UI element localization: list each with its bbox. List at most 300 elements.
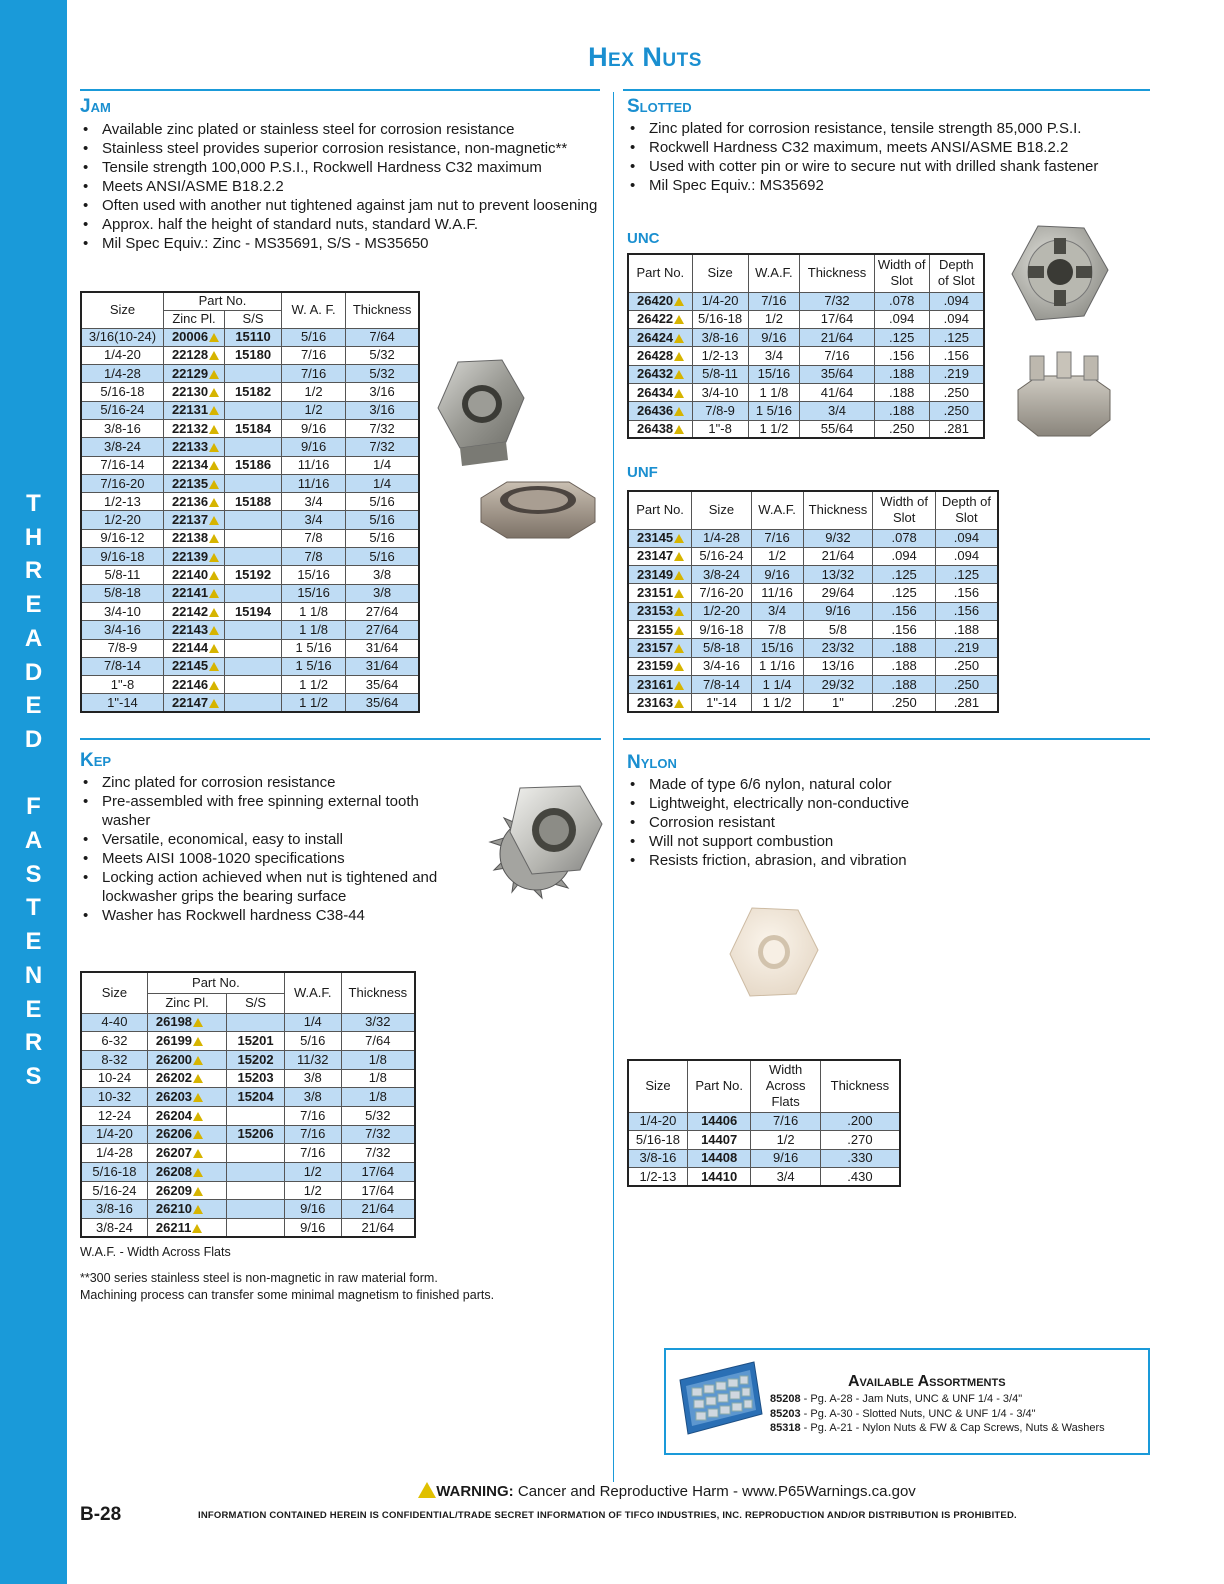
list-item: • Will not support combustion	[627, 832, 1127, 851]
table-cell: .188	[874, 365, 929, 383]
table-cell: 27/64	[346, 621, 419, 639]
table-cell: 5/16	[346, 511, 419, 529]
table-cell: 15184	[225, 419, 282, 437]
table-cell: 11/16	[282, 456, 346, 474]
table-cell: 7/16	[748, 292, 800, 310]
warning-icon	[674, 334, 684, 343]
table-cell: 1 1/2	[748, 420, 800, 438]
kep-feature-list	[80, 773, 470, 925]
warning-icon	[209, 681, 219, 690]
table-cell: 5/32	[346, 346, 419, 364]
assortments-title: Available Assortments	[848, 1373, 1006, 1390]
table-cell: .078	[874, 292, 929, 310]
assortment-case-photo	[674, 1358, 764, 1436]
table-cell: 8-32	[81, 1050, 147, 1069]
warning-icon	[209, 516, 219, 525]
table-cell: 3/4	[800, 402, 875, 420]
column-divider	[613, 92, 614, 1482]
sidebar-letter: F	[26, 793, 41, 821]
warning-icon	[674, 699, 684, 708]
table-cell: 3/4-10	[81, 602, 163, 620]
table-cell: 7/16	[751, 1112, 820, 1131]
table-cell	[225, 401, 282, 419]
table-cell: 1/2	[284, 1181, 341, 1200]
table-cell: 15188	[225, 493, 282, 511]
table-cell: 23/32	[803, 639, 873, 657]
sidebar-letter: E	[25, 995, 42, 1023]
table-cell: 23163	[628, 694, 692, 712]
table-cell: 22141	[163, 584, 224, 602]
table-row	[81, 1050, 415, 1069]
warning-icon	[674, 297, 684, 306]
prop65-warning	[0, 1482, 1224, 1500]
table-cell: 7/16-14	[81, 456, 163, 474]
table-cell: 22137	[163, 511, 224, 529]
table-row	[628, 402, 984, 420]
kep-table	[80, 971, 416, 1238]
column-header: S/S	[225, 310, 282, 328]
warning-icon	[209, 498, 219, 507]
warning-icon	[209, 589, 219, 598]
table-cell	[225, 694, 282, 712]
table-cell: 22134	[163, 456, 224, 474]
table-cell	[227, 1144, 285, 1163]
table-cell: 6-32	[81, 1032, 147, 1051]
table-cell: .270	[820, 1131, 900, 1150]
list-item: • Washer has Rockwell hardness C38-44	[80, 906, 470, 925]
warning-icon	[209, 333, 219, 342]
table-row	[81, 401, 419, 419]
table-cell: 7/16	[284, 1125, 341, 1144]
warning-icon	[674, 607, 684, 616]
table-cell: .188	[874, 402, 929, 420]
warning-icon	[193, 1112, 203, 1121]
table-cell: 3/4	[282, 511, 346, 529]
table-cell: 22145	[163, 657, 224, 675]
table-cell: .094	[873, 547, 936, 565]
column-header: Thickness	[803, 491, 873, 529]
list-item: • Zinc plated for corrosion resistance	[80, 773, 470, 792]
table-cell: 26424	[628, 329, 692, 347]
nylon-section-title: Nylon	[627, 752, 677, 773]
table-cell: 7/16	[282, 365, 346, 383]
list-item: • Resists friction, abrasion, and vibration	[627, 851, 1127, 870]
table-cell: 3/4-16	[692, 657, 752, 675]
table-cell: 4-40	[81, 1013, 147, 1032]
warning-icon	[674, 681, 684, 690]
table-cell: 3/8-24	[81, 438, 163, 456]
column-header: Zinc Pl.	[147, 993, 226, 1013]
table-cell: 23155	[628, 620, 692, 638]
table-cell: 26434	[628, 383, 692, 401]
column-header: S/S	[227, 993, 285, 1013]
kep-nut-photo	[476, 780, 604, 916]
table-cell: 5/32	[341, 1106, 415, 1125]
table-row	[81, 584, 419, 602]
table-cell: 22136	[163, 493, 224, 511]
warning-icon	[209, 370, 219, 379]
table-cell: 26198	[147, 1013, 226, 1032]
table-cell: 1 5/16	[748, 402, 800, 420]
table-row	[81, 1125, 415, 1144]
table-cell: 22138	[163, 529, 224, 547]
table-row	[81, 1088, 415, 1107]
warning-icon	[209, 644, 219, 653]
table-row	[81, 1032, 415, 1051]
table-cell: .250	[874, 420, 929, 438]
warning-icon	[209, 388, 219, 397]
table-cell: .219	[929, 365, 984, 383]
table-cell: 15203	[227, 1069, 285, 1088]
table-row	[628, 1168, 900, 1187]
table-row	[81, 438, 419, 456]
table-cell: 23161	[628, 675, 692, 693]
table-cell: 1 5/16	[282, 639, 346, 657]
table-cell: 7/64	[341, 1032, 415, 1051]
warning-icon	[193, 1205, 203, 1214]
column-header: Width of Slot	[873, 491, 936, 529]
table-cell: 15194	[225, 602, 282, 620]
list-item: • Lightweight, electrically non-conductive	[627, 794, 1127, 813]
table-cell: 1/2	[751, 547, 803, 565]
table-cell: 7/8	[282, 548, 346, 566]
table-cell: 1/2	[282, 383, 346, 401]
table-row	[628, 547, 998, 565]
table-cell: 5/16-24	[692, 547, 752, 565]
column-header: Size	[692, 254, 748, 292]
table-cell: .125	[874, 329, 929, 347]
table-cell: 1/2	[284, 1163, 341, 1182]
column-header: Thickness	[820, 1060, 900, 1112]
table-row	[81, 694, 419, 712]
warning-icon	[193, 1168, 203, 1177]
table-cell	[227, 1219, 285, 1238]
table-cell: 22144	[163, 639, 224, 657]
table-cell: 3/8	[346, 584, 419, 602]
table-cell: 7/32	[346, 419, 419, 437]
slotted-feature-list	[627, 119, 1147, 195]
table-cell: 22147	[163, 694, 224, 712]
table-cell: 3/4-10	[692, 383, 748, 401]
table-cell: 11/16	[751, 584, 803, 602]
table-cell	[225, 474, 282, 492]
table-row	[81, 548, 419, 566]
table-cell: 26210	[147, 1200, 226, 1219]
table-cell: .250	[935, 657, 998, 675]
table-cell: 21/64	[341, 1219, 415, 1238]
list-item: • Meets AISI 1008-1020 specifications	[80, 849, 470, 868]
table-cell: .250	[929, 402, 984, 420]
table-cell	[227, 1181, 285, 1200]
table-cell: 9/16	[282, 419, 346, 437]
column-header: Thickness	[346, 292, 419, 328]
list-item: • Stainless steel provides superior corrosion resistance, non-magnetic**	[80, 139, 600, 158]
jam-table	[80, 291, 420, 713]
list-item: • Tensile strength 100,000 P.S.I., Rockwell Hardness C32 maximum	[80, 158, 600, 177]
warning-icon	[193, 1093, 203, 1102]
jam-section-title: Jam	[80, 96, 111, 117]
table-cell: 15202	[227, 1050, 285, 1069]
table-cell: 5/16	[346, 548, 419, 566]
table-row	[628, 639, 998, 657]
divider	[80, 89, 600, 91]
divider	[623, 89, 1150, 91]
table-cell: 1/4-28	[81, 1144, 147, 1163]
assortment-item: 85318 - Pg. A-21 - Nylon Nuts & FW & Cap Screws, Nuts & Washers	[770, 1422, 1105, 1434]
table-row	[628, 1112, 900, 1131]
table-cell: 7/8	[282, 529, 346, 547]
warning-icon	[674, 571, 684, 580]
table-cell: 9/16	[751, 566, 803, 584]
table-cell: 5/16-24	[81, 1181, 147, 1200]
table-cell: 26211	[147, 1219, 226, 1238]
table-row	[628, 347, 984, 365]
footer-confidential: INFORMATION CONTAINED HEREIN IS CONFIDENTIAL/TRADE SECRET INFORMATION OF TIFCO INDUSTRIES, INC. REPRODUCTION AND/OR DISTRIBUTION IS PROHIBITED.	[198, 1510, 1017, 1521]
table-cell: .281	[929, 420, 984, 438]
table-cell: 9/16-18	[692, 620, 752, 638]
table-cell: 26199	[147, 1032, 226, 1051]
table-cell	[225, 548, 282, 566]
table-row	[81, 1200, 415, 1219]
warning-icon	[193, 1056, 203, 1065]
table-cell: .125	[935, 566, 998, 584]
slotted-section-title: Slotted	[627, 96, 692, 117]
table-cell: .125	[929, 329, 984, 347]
table-cell: 26438	[628, 420, 692, 438]
warning-icon	[209, 461, 219, 470]
column-header: Thickness	[800, 254, 875, 292]
column-header: Part No.	[147, 972, 284, 993]
table-cell: 5/16	[346, 493, 419, 511]
table-cell: 1"-14	[81, 694, 163, 712]
sidebar-letter: E	[25, 928, 42, 956]
column-header: Part No.	[163, 292, 281, 310]
table-cell: 13/16	[803, 657, 873, 675]
table-row	[628, 420, 984, 438]
table-row	[81, 346, 419, 364]
list-item: • Mil Spec Equiv.: MS35692	[627, 176, 1147, 195]
table-cell: 7/8-9	[81, 639, 163, 657]
nylon-table	[627, 1059, 901, 1187]
page-title: Hex Nuts	[588, 42, 702, 72]
table-cell: .200	[820, 1112, 900, 1131]
nylon-nut-photo	[728, 904, 820, 1000]
table-cell: 5/16-18	[81, 383, 163, 401]
column-header: W.A.F.	[748, 254, 800, 292]
table-cell: .330	[820, 1149, 900, 1168]
table-cell: 9/16	[803, 602, 873, 620]
table-cell: .094	[929, 310, 984, 328]
list-item: • Approx. half the height of standard nuts, standard W.A.F.	[80, 215, 600, 234]
table-cell: .250	[929, 383, 984, 401]
warning-icon	[209, 425, 219, 434]
table-cell	[225, 511, 282, 529]
table-cell: 7/32	[341, 1144, 415, 1163]
table-cell: 23147	[628, 547, 692, 565]
table-cell: 7/8	[751, 620, 803, 638]
table-cell: 1/2	[751, 1131, 820, 1150]
assortment-item: 85203 - Pg. A-30 - Slotted Nuts, UNC & UNF 1/4 - 3/4"	[770, 1407, 1036, 1420]
column-header: Size	[628, 1060, 687, 1112]
sidebar-letter: A	[24, 624, 43, 652]
column-header: Depth of Slot	[929, 254, 984, 292]
sidebar-letter: D	[24, 725, 43, 753]
table-cell: 21/64	[800, 329, 875, 347]
column-header: Size	[81, 292, 163, 328]
table-cell: 9/16	[282, 438, 346, 456]
table-cell: 17/64	[800, 310, 875, 328]
table-row	[81, 639, 419, 657]
warning-icon	[209, 480, 219, 489]
table-cell: 3/4	[751, 1168, 820, 1187]
table-cell: 1/2-13	[692, 347, 748, 365]
slotted-unf-table	[627, 490, 999, 713]
table-cell: 26206	[147, 1125, 226, 1144]
table-cell: 55/64	[800, 420, 875, 438]
table-cell: 3/16	[346, 383, 419, 401]
table-cell: 3/16	[346, 401, 419, 419]
table-cell: 21/64	[341, 1200, 415, 1219]
table-cell: 35/64	[346, 676, 419, 694]
column-header: Thickness	[341, 972, 415, 1013]
column-header: Part No.	[628, 491, 692, 529]
table-cell: 26207	[147, 1144, 226, 1163]
table-row	[628, 1149, 900, 1168]
table-cell: 22140	[163, 566, 224, 584]
table-row	[81, 511, 419, 529]
warning-icon	[674, 425, 684, 434]
assortments-list	[770, 1392, 1105, 1436]
list-item: • Often used with another nut tightened against jam nut to prevent loosening	[80, 196, 600, 215]
table-cell	[225, 639, 282, 657]
table-cell: 1"-8	[692, 420, 748, 438]
table-cell	[227, 1163, 285, 1182]
table-cell: 7/16	[284, 1106, 341, 1125]
table-cell: 5/16-18	[81, 1163, 147, 1182]
warning-icon	[674, 370, 684, 379]
warning-icon	[674, 534, 684, 543]
table-cell: 23159	[628, 657, 692, 675]
table-cell: 15186	[225, 456, 282, 474]
table-cell: 3/4	[748, 347, 800, 365]
warning-icon	[209, 351, 219, 360]
warning-icon	[192, 1224, 202, 1233]
table-cell: 14406	[687, 1112, 750, 1131]
table-cell: 1/2	[282, 401, 346, 419]
table-cell: 29/64	[803, 584, 873, 602]
table-cell	[225, 438, 282, 456]
table-cell: 23151	[628, 584, 692, 602]
table-row	[81, 1181, 415, 1200]
slotted-nut-photo	[1014, 350, 1114, 440]
table-cell: 15/16	[751, 639, 803, 657]
table-cell: .250	[873, 694, 936, 712]
table-cell: 5/16-18	[628, 1131, 687, 1150]
table-cell: 3/8-24	[81, 1219, 147, 1238]
table-cell: .094	[929, 292, 984, 310]
warning-text: Cancer and Reproductive Harm - www.P65Warnings.ca.gov	[513, 1483, 916, 1500]
warning-icon	[674, 589, 684, 598]
column-header: W. A. F.	[282, 292, 346, 328]
table-cell: 3/8	[284, 1069, 341, 1088]
warning-icon	[674, 644, 684, 653]
warning-icon	[209, 699, 219, 708]
table-cell: .430	[820, 1168, 900, 1187]
warning-icon	[193, 1018, 203, 1027]
table-row	[81, 419, 419, 437]
table-cell: 1 1/8	[282, 621, 346, 639]
table-row	[628, 694, 998, 712]
table-cell: 1 5/16	[282, 657, 346, 675]
list-item: • Versatile, economical, easy to install	[80, 830, 470, 849]
table-cell: 1/4-20	[628, 1112, 687, 1131]
table-cell: .078	[873, 529, 936, 547]
column-header: Size	[81, 972, 147, 1013]
table-cell: .094	[935, 529, 998, 547]
table-cell: 31/64	[346, 657, 419, 675]
table-row	[628, 365, 984, 383]
table-cell: 17/64	[341, 1181, 415, 1200]
warning-icon	[209, 571, 219, 580]
table-cell: 5/16-24	[81, 401, 163, 419]
table-cell: .188	[873, 675, 936, 693]
table-cell: .125	[873, 584, 936, 602]
kep-section-title: Kep	[80, 750, 112, 771]
table-cell: .156	[935, 584, 998, 602]
table-cell: 7/16	[751, 529, 803, 547]
sidebar-letter: H	[24, 523, 43, 551]
table-cell: 1/4-28	[81, 365, 163, 383]
table-cell: .188	[874, 383, 929, 401]
table-cell: 11/16	[282, 474, 346, 492]
column-header: Part No.	[628, 254, 692, 292]
table-cell: 5/8-11	[692, 365, 748, 383]
table-row	[628, 584, 998, 602]
table-cell: .250	[935, 675, 998, 693]
warning-icon	[209, 534, 219, 543]
table-cell: 22142	[163, 602, 224, 620]
slotted-nut-photo	[1010, 222, 1110, 324]
table-cell: 1/8	[341, 1050, 415, 1069]
table-cell: 23157	[628, 639, 692, 657]
table-cell	[225, 365, 282, 383]
warning-icon	[674, 389, 684, 398]
table-cell: 3/4	[282, 493, 346, 511]
table-cell: 7/8-9	[692, 402, 748, 420]
table-row	[81, 474, 419, 492]
sidebar-letter: A	[24, 827, 43, 855]
table-cell: 9/16-12	[81, 529, 163, 547]
warning-icon	[674, 352, 684, 361]
warning-icon	[209, 553, 219, 562]
warning-icon	[193, 1037, 203, 1046]
table-cell: 3/4-16	[81, 621, 163, 639]
sidebar-letter: T	[26, 894, 41, 922]
table-cell: 13/32	[803, 566, 873, 584]
table-cell: 27/64	[346, 602, 419, 620]
table-cell: 15192	[225, 566, 282, 584]
table-row	[628, 566, 998, 584]
sidebar-letter	[0, 757, 67, 791]
table-cell: 9/32	[803, 529, 873, 547]
warning-icon	[209, 608, 219, 617]
table-cell: .156	[873, 602, 936, 620]
sidebar-letter: R	[24, 557, 43, 585]
divider	[80, 738, 601, 740]
table-cell: 1/4-28	[692, 529, 752, 547]
table-cell: 23149	[628, 566, 692, 584]
sidebar-letter: E	[25, 591, 42, 619]
